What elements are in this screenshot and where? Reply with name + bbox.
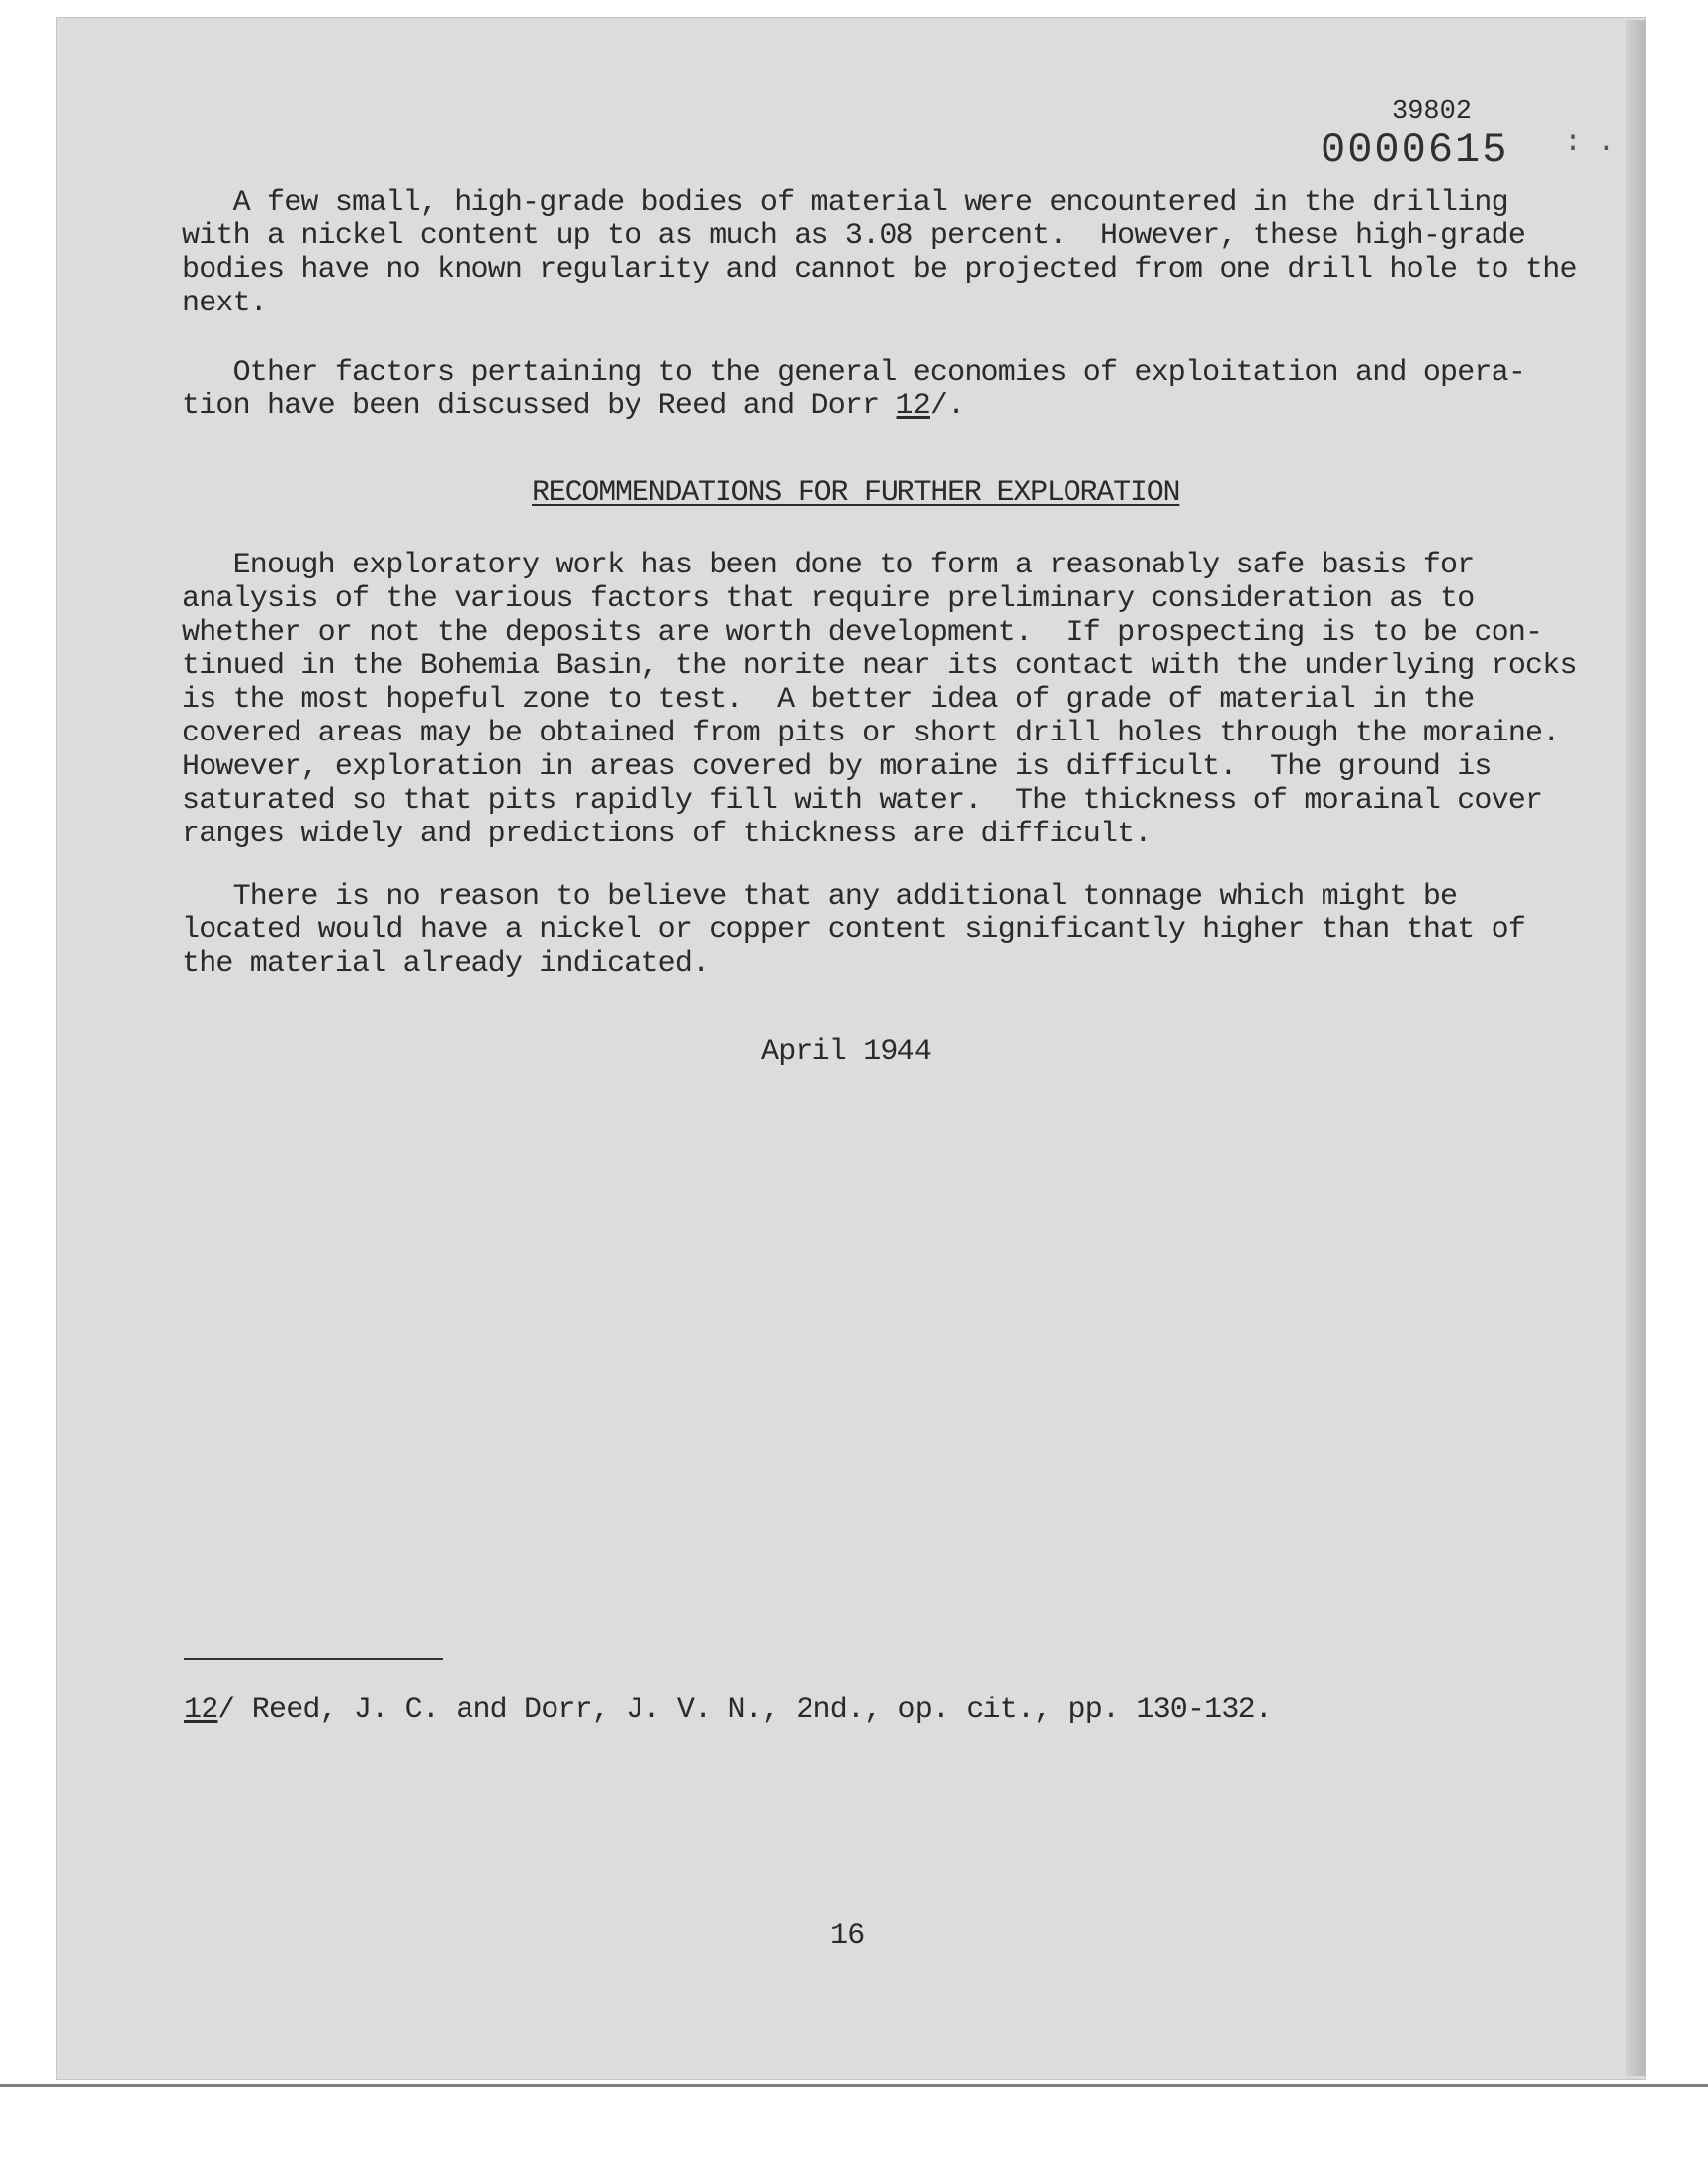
stamped-page-number: 0000615 — [1321, 127, 1509, 174]
paragraph-other-factors — [182, 356, 1546, 423]
document-number: 39802 — [1392, 97, 1473, 127]
footnote-text: / Reed, J. C. and Dorr, J. V. N., 2nd., op. cit., pp. 130-132. — [217, 1694, 1272, 1727]
document-date: April 1944 — [761, 1035, 932, 1069]
scan-bottom-border — [0, 2084, 1708, 2087]
section-heading: RECOMMENDATIONS FOR FURTHER EXPLORATION — [532, 477, 1180, 510]
sheet-shadow-edge — [1626, 20, 1645, 2076]
footnote-number: 12 — [184, 1694, 218, 1727]
paragraph-high-grade-bodies: A few small, high-grade bodies of material were encountered in the drilling with a nickel content up to as much as 3.08 percent. However, these high-grade bodies have no known regularity and cannot be projected from one drill hole to next. — [182, 186, 1526, 320]
paragraph-other-factors-text: Other factors pertaining to the general economies of exploitation and opera- tion have been discussed by Reed and Dorr — [182, 356, 1526, 423]
footnote-reference-suffix: /. — [929, 390, 965, 423]
paragraph-exploratory-work: Enough exploratory work has been done to form a reasonably safe basis for analysis of the various factors that require preliminary consideration as to whether or not the deposits are worth development. If prospecting is to be con- tinued in the Bohemia Basin, the norite near its contact with the underlying rocks is the most hopeful zone to test. A better idea of grade of material in the covered areas may be obtained from pits or short drill holes through the moraine. However, exploration in areas covered by moraine is difficult. The ground is saturated so that pits rapidly fill with water. The thickness of morainal cover ranges widely and predictions of thickness are difficult. — [182, 549, 1577, 851]
paragraph-no-reason: There is no reason to believe that any additional tonnage which might be located would have a nickel or copper content significantly higher than that of the material already indicated. — [182, 880, 1526, 981]
footnote-divider — [184, 1658, 443, 1660]
footnote-reference: 12 — [896, 390, 930, 423]
footnote — [184, 1694, 1272, 1727]
page-number: 16 — [830, 1919, 865, 1953]
stamp-marks: : . — [1564, 127, 1615, 160]
